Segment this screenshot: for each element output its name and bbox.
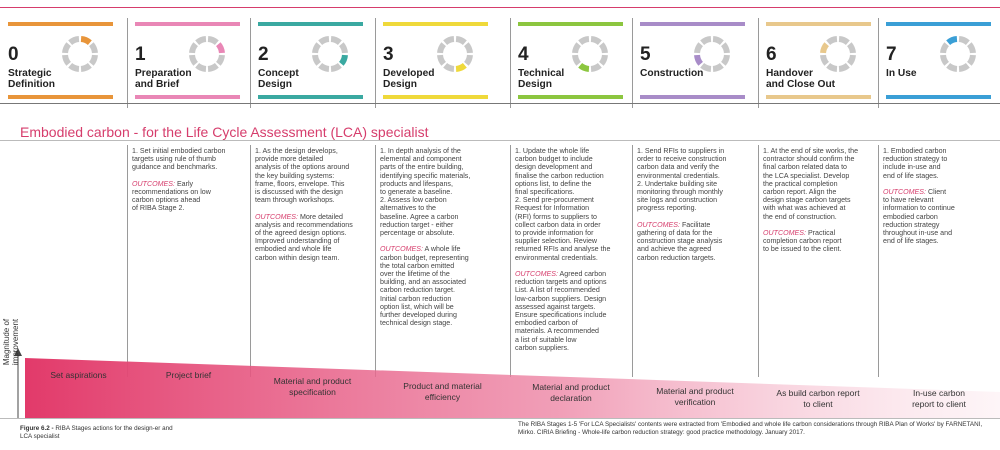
action-text: 1. At the end of site works, the contractor should confirm the final carbon related data to the LCA specialist. Develop the practical completion carbon report. Align the design stage carbon targets with what was achieved at the end of construction.	[763, 147, 859, 221]
wheel-segment	[315, 55, 319, 64]
plan-of-work-wheel-icon	[433, 32, 477, 76]
caption-label: Figure 6.2 -	[20, 425, 54, 432]
wheel-segment	[466, 44, 470, 53]
stage-7	[878, 18, 1000, 100]
wheel-segment	[823, 55, 827, 64]
column-separator	[758, 145, 759, 377]
wheel-segment	[591, 65, 600, 69]
wheel-segment	[331, 39, 340, 43]
stage-1	[127, 18, 250, 100]
outcomes-label: OUTCOMES:	[763, 229, 806, 238]
stage-name: Technical Design	[518, 68, 565, 90]
wheel-segment	[713, 39, 722, 43]
wheel-segment	[849, 44, 853, 53]
wheel-segment	[601, 55, 605, 64]
wheel-segment	[723, 55, 727, 64]
wheel-segment	[849, 55, 853, 64]
action-text: 1. Embodied carbon reduction strategy to include in-use and end of life stages.	[883, 147, 948, 180]
header-divider	[0, 103, 1000, 104]
wheel-segment	[948, 65, 957, 69]
action-text: 1. As the design develops, provide more detailed analysis of the options around the key building systems: frame, floors, envelope. This is discussed with the design team through workshops.	[255, 147, 350, 205]
wheel-segment	[192, 55, 196, 64]
wheel-segment	[218, 44, 222, 53]
strip-label-stage-1: Project brief	[165, 370, 212, 380]
stage-color-bar	[8, 22, 113, 26]
wheel-segment	[575, 44, 579, 53]
outcomes-text: Practical completion carbon report to be issued to the client.	[763, 229, 842, 254]
wheel-segment	[331, 65, 340, 69]
stage-number: 2	[258, 44, 269, 65]
wheel-segment	[828, 39, 837, 43]
wheel-segment	[65, 55, 69, 64]
column-separator	[510, 145, 511, 377]
wheel-segment	[197, 39, 206, 43]
stage-6	[758, 18, 878, 100]
action-text: 1. Set initial embodied carbon targets using rule of thumb guidance and benchmarks.	[132, 147, 226, 172]
wheel-segment	[948, 39, 957, 43]
wheel-segment	[580, 65, 589, 69]
stage-5	[632, 18, 758, 100]
stage-number: 3	[383, 44, 394, 65]
outcomes-text: Facilitate gathering of data for the construction stage analysis and achieve the agreed carbon reduction targets.	[637, 220, 723, 262]
outcomes-label: OUTCOMES:	[883, 188, 926, 197]
stage-number: 4	[518, 44, 529, 65]
column-separator	[632, 145, 633, 377]
wheel-segment	[91, 55, 95, 64]
stage-name: Preparation and Brief	[135, 68, 192, 90]
outcomes-label: OUTCOMES:	[515, 270, 558, 279]
wheel-segment	[456, 39, 465, 43]
strip-label-stage-4: Material and product declaration	[532, 382, 610, 403]
wheel-segment	[218, 55, 222, 64]
stage-color-bar	[135, 22, 240, 26]
wheel-segment	[723, 44, 727, 53]
outcomes-label: OUTCOMES:	[255, 212, 298, 221]
wheel-segment	[702, 65, 711, 69]
wheel-segment	[839, 39, 848, 43]
stage-4	[510, 18, 632, 100]
wheel-segment	[208, 39, 217, 43]
stage-color-bar	[383, 22, 488, 26]
footer-divider	[0, 418, 1000, 419]
wheel-segment	[341, 55, 345, 64]
strip-label-stage-3: Product and material efficiency	[403, 381, 482, 402]
stage-number: 5	[640, 44, 651, 65]
stage-0	[0, 18, 127, 100]
wheel-segment	[959, 39, 968, 43]
wheel-segment	[70, 65, 79, 69]
wheel-segment	[208, 65, 217, 69]
figure-caption	[20, 425, 175, 440]
section-divider	[0, 140, 1000, 141]
wheel-segment	[580, 39, 589, 43]
wheel-segment	[70, 39, 79, 43]
caption-text: RIBA Stages actions for the design-er and LCA specialist	[20, 425, 173, 440]
column-separator	[250, 145, 251, 377]
strip-label-stage-6: As build carbon report to client	[776, 388, 860, 409]
wheel-segment	[713, 65, 722, 69]
action-text: 1. Update the whole life carbon budget to include design development and finalise the carbon reduction options list, to define the final specifications. 2. Send pre-procurement Request for Information (RFI) forms to suppliers to collect carbon data in order to provide information for supplier selection. Review returned RFIs and analyse the environmental credentials.	[515, 147, 611, 262]
wheel-segment	[959, 65, 968, 69]
stage-name: In Use	[886, 68, 917, 79]
column-separator	[127, 145, 128, 377]
wheel-segment	[456, 65, 465, 69]
stage-color-bar	[766, 22, 871, 26]
stage-number: 1	[135, 44, 146, 65]
wheel-segment	[823, 44, 827, 53]
stage-name: Concept Design	[258, 68, 299, 90]
outcomes-label: OUTCOMES:	[380, 245, 423, 254]
outcomes-text: Agreed carbon reduction targets and options List. A list of recommended low-carbon suppliers. Design assessed against targets. Ensure specifications include embodied carbon of materials. A recommended a list of suitable low carbon suppliers.	[515, 270, 607, 352]
wheel-segment	[969, 44, 973, 53]
outcomes-label: OUTCOMES:	[637, 220, 680, 229]
stage-name: Developed Design	[383, 68, 435, 90]
wheel-segment	[65, 44, 69, 53]
wheel-segment	[702, 39, 711, 43]
stage-color-bar	[886, 22, 991, 26]
stage-6-actions	[763, 147, 875, 254]
wheel-segment	[320, 39, 329, 43]
stage-color-bar-bottom	[766, 95, 871, 99]
stage-5-actions	[637, 147, 755, 262]
wheel-segment	[445, 65, 454, 69]
section-title: Embodied carbon - for the Life Cycle Assessment (LCA) specialist	[20, 124, 429, 140]
outcomes-text: More detailed analysis and recommendations of the agreed design options. Improved understanding of embodied and whole life carbon within design team.	[255, 212, 353, 262]
column-separator	[878, 145, 879, 377]
stage-color-bar	[640, 22, 745, 26]
wheel-segment	[440, 55, 444, 64]
stage-4-actions	[515, 147, 629, 352]
wheel-segment	[466, 55, 470, 64]
stage-number: 6	[766, 44, 777, 65]
stage-3	[375, 18, 510, 100]
wheel-segment	[91, 44, 95, 53]
wheel-segment	[341, 44, 345, 53]
outcomes-text: Client to have relevant information to continue embodied carbon reduction strategy throughout in-use and end of life stages.	[883, 188, 955, 246]
stage-3-actions	[380, 147, 507, 327]
strip-label-stage-5: Material and product verification	[656, 386, 734, 407]
stage-name: Strategic Definition	[8, 68, 55, 90]
stage-1-actions	[132, 147, 247, 213]
stage-color-bar	[518, 22, 623, 26]
stage-color-bar-bottom	[258, 95, 363, 99]
outcomes-text: Early recommendations on low carbon options ahead of RIBA Stage 2.	[132, 179, 211, 213]
y-axis-label: Magnitude of improvement	[2, 318, 20, 366]
plan-of-work-wheel-icon	[568, 32, 612, 76]
plan-of-work-wheel-icon	[936, 32, 980, 76]
strip-label-stage-7: In-use carbon report to client	[912, 388, 966, 409]
outcomes-text: A whole life carbon budget, representing the total carbon emitted over the lifetime of the building, and an associated carbon reduction target. Initial carbon reduction option list, which will be further developed during technical design stage.	[380, 245, 469, 328]
stage-color-bar-bottom	[886, 95, 991, 99]
stage-number: 0	[8, 44, 19, 65]
wheel-segment	[192, 44, 196, 53]
top-accent-line	[0, 7, 1000, 8]
wheel-segment	[81, 39, 90, 43]
stage-2-actions	[255, 147, 372, 262]
wheel-segment	[969, 55, 973, 64]
plan-of-work-wheel-icon	[58, 32, 102, 76]
source-note: The RIBA Stages 1-5 'For LCA Specialists' contents were extracted from 'Embodied and whole life carbon considerations through RIBA Plan of Works' by FARNETANI, Mirko. CIRIA Briefing - Whole-life carbon reduction strategy: good practice methodology. January 2017.	[518, 421, 983, 436]
stage-color-bar	[258, 22, 363, 26]
wheel-segment	[81, 65, 90, 69]
plan-of-work-wheel-icon	[308, 32, 352, 76]
stage-color-bar-bottom	[383, 95, 488, 99]
column-separator	[375, 145, 376, 377]
wheel-segment	[601, 44, 605, 53]
stage-7-actions	[883, 147, 997, 245]
wheel-segment	[943, 55, 947, 64]
wheel-segment	[197, 65, 206, 69]
stage-name: Handover and Close Out	[766, 68, 836, 90]
stage-name: Construction	[640, 68, 704, 79]
wheel-segment	[943, 44, 947, 53]
stage-color-bar-bottom	[518, 95, 623, 99]
wheel-segment	[591, 39, 600, 43]
stage-color-bar-bottom	[135, 95, 240, 99]
outcomes-label: OUTCOMES:	[132, 179, 175, 188]
wheel-segment	[440, 44, 444, 53]
action-text: 1. Send RFIs to suppliers in order to receive construction carbon data and verify the environmental credentials. 2. Undertake building site monitoring through monthly site logs and construction progress reporting.	[637, 147, 727, 213]
stage-color-bar-bottom	[640, 95, 745, 99]
wheel-segment	[839, 65, 848, 69]
action-text: 1. In depth analysis of the elemental and component parts of the entire building, identifying specific materials, products and lifespans, to generate a baseline. 2. Assess low carbon alternatives to the baseline. Agree a carbon reduction target - either percentage or absolute.	[380, 147, 471, 238]
wheel-segment	[575, 55, 579, 64]
strip-label-stage-2: Material and product specification	[273, 376, 352, 397]
wheel-segment	[320, 65, 329, 69]
stage-color-bar-bottom	[8, 95, 113, 99]
wheel-segment	[697, 44, 701, 53]
strip-label-stage-0: Set aspirations	[50, 370, 107, 380]
stage-2	[250, 18, 375, 100]
stage-number: 7	[886, 44, 897, 65]
wheel-segment	[697, 55, 701, 64]
wheel-segment	[315, 44, 319, 53]
wheel-segment	[445, 39, 454, 43]
